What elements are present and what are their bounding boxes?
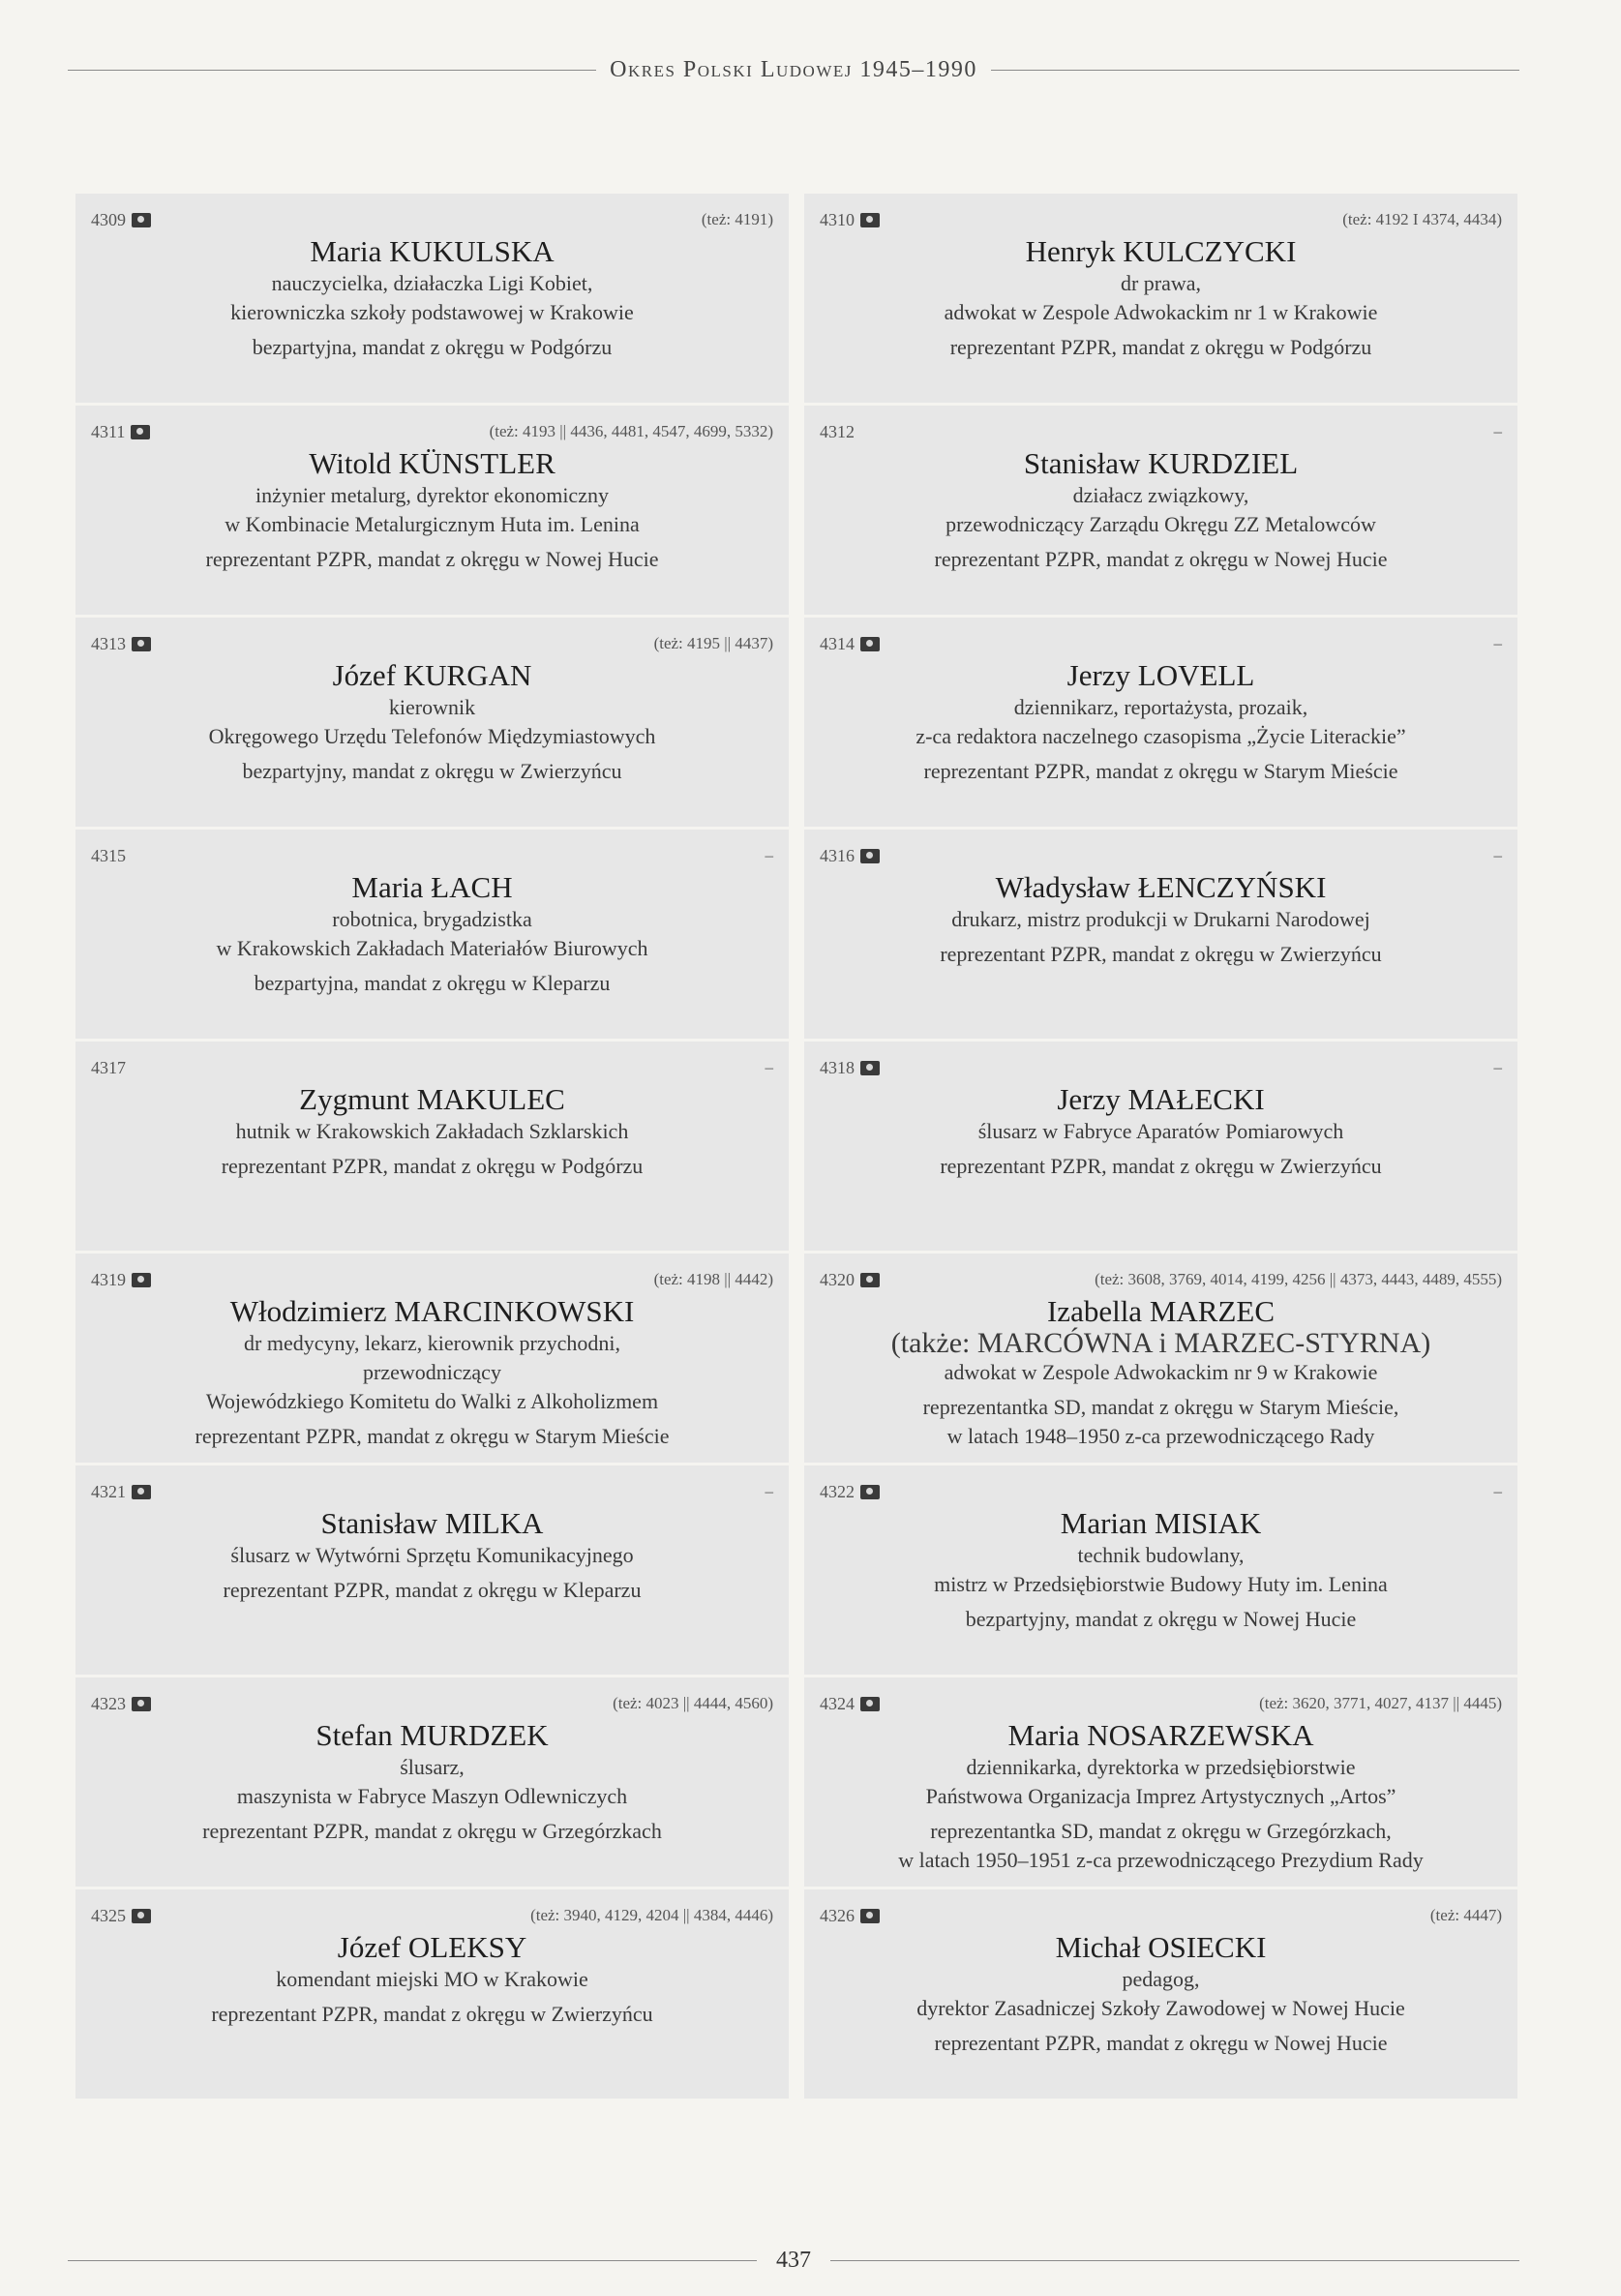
entry-crossref: (też: 4198 || 4442) bbox=[653, 1270, 773, 1288]
entry-crossref: – bbox=[1493, 846, 1502, 864]
photo-icon bbox=[860, 213, 880, 227]
entry-description-line: hutnik w Krakowskich Zakładach Szklarskich bbox=[235, 1119, 629, 1143]
entry-card bbox=[804, 1889, 1517, 2101]
entry-header bbox=[820, 419, 1502, 444]
entry-card bbox=[804, 1465, 1517, 1677]
entry-header bbox=[91, 1691, 773, 1716]
entry-crossref: – bbox=[1493, 634, 1502, 652]
entry-number-group bbox=[91, 1694, 151, 1714]
entry-number: 4315 bbox=[91, 845, 126, 865]
entry-description-line: dziennikarz, reportażysta, prozaik, bbox=[1013, 695, 1308, 719]
entry-name: Zygmunt MAKULEC bbox=[299, 1082, 565, 1116]
entry-card bbox=[75, 406, 789, 618]
photo-icon bbox=[132, 1485, 151, 1499]
entry-body bbox=[85, 870, 779, 998]
entry-name: Henryk KULCZYCKI bbox=[1025, 234, 1297, 268]
entry-mandate: reprezentant PZPR, mandat z okręgu w Starym Mieście bbox=[195, 1424, 670, 1448]
entry-body bbox=[814, 658, 1508, 786]
entry-header bbox=[91, 1055, 773, 1080]
entry-header bbox=[91, 1479, 773, 1504]
header-rule-right bbox=[991, 70, 1519, 71]
entry-description-line: mistrz w Przedsiębiorstwie Budowy Huty im. Lenina bbox=[934, 1572, 1388, 1596]
entry-number: 4320 bbox=[820, 1269, 855, 1289]
entry-description-line: robotnica, brygadzistka bbox=[332, 907, 532, 931]
entry-description-line: inżynier metalurg, dyrektor ekonomiczny bbox=[255, 483, 609, 507]
photo-icon bbox=[860, 1697, 880, 1711]
entry-card bbox=[804, 1254, 1517, 1465]
entry-body bbox=[85, 1082, 779, 1181]
entry-card bbox=[804, 830, 1517, 1042]
entry-description-line: Okręgowego Urzędu Telefonów Międzymiastowych bbox=[208, 724, 656, 748]
entry-description-line: kierownik bbox=[388, 695, 476, 719]
entry-header bbox=[820, 843, 1502, 868]
entry-description-line: przewodniczący Zarządu Okręgu ZZ Metalowców bbox=[946, 512, 1376, 536]
entry-body bbox=[814, 1930, 1508, 2058]
entry-description-line: ślusarz, bbox=[400, 1755, 465, 1779]
entry-mandate: bezpartyjna, mandat z okręgu w Podgórzu bbox=[252, 335, 613, 359]
entry-header bbox=[91, 843, 773, 868]
entry-number-group bbox=[820, 1058, 880, 1078]
entry-name: Maria NOSARZEWSKA bbox=[1007, 1718, 1314, 1752]
photo-icon bbox=[132, 1273, 151, 1287]
photo-icon bbox=[860, 1485, 880, 1499]
entry-name: Witold KÜNSTLER bbox=[309, 446, 555, 480]
entry-number: 4318 bbox=[820, 1057, 855, 1077]
entry-number-group bbox=[820, 634, 880, 654]
entry-card bbox=[75, 1677, 789, 1889]
entry-mandate: reprezentant PZPR, mandat z okręgu w Zwierzyńcu bbox=[940, 942, 1382, 966]
photo-icon bbox=[132, 213, 151, 227]
entry-description-line: dr prawa, bbox=[1120, 271, 1202, 295]
running-header bbox=[68, 50, 1519, 89]
header-rule-left bbox=[68, 70, 596, 71]
entry-header bbox=[820, 631, 1502, 656]
entry-description-line: dr medycyny, lekarz, kierownik przychodni, bbox=[244, 1331, 620, 1355]
running-header-title: Okres Polski Ludowej 1945–1990 bbox=[610, 56, 977, 82]
entry-number-group bbox=[91, 1270, 151, 1290]
entries-grid bbox=[75, 194, 1517, 2101]
entry-header bbox=[820, 207, 1502, 232]
entry-description-line: ślusarz w Fabryce Aparatów Pomiarowych bbox=[977, 1119, 1344, 1143]
entry-crossref: (też: 3608, 3769, 4014, 4199, 4256 || 4373, 4443, 4489, 4555) bbox=[1095, 1270, 1502, 1288]
entry-card bbox=[75, 618, 789, 830]
entry-mandate: reprezentant PZPR, mandat z okręgu w Podgórzu bbox=[949, 335, 1372, 359]
entry-description-line: maszynista w Fabryce Maszyn Odlewniczych bbox=[236, 1784, 628, 1808]
entry-body bbox=[85, 1930, 779, 2029]
entry-body bbox=[814, 1294, 1508, 1451]
photo-icon bbox=[132, 1697, 151, 1711]
entry-number: 4326 bbox=[820, 1905, 855, 1925]
photo-icon bbox=[132, 1909, 151, 1923]
entry-mandate: reprezentant PZPR, mandat z okręgu w Zwierzyńcu bbox=[940, 1154, 1382, 1178]
entry-crossref: (też: 3940, 4129, 4204 || 4384, 4446) bbox=[530, 1906, 773, 1924]
entry-number: 4316 bbox=[820, 845, 855, 865]
photo-icon bbox=[860, 1909, 880, 1923]
entry-description-line: Wojewódzkiego Komitetu do Walki z Alkoholizmem bbox=[205, 1389, 659, 1413]
entry-description-line: kierowniczka szkoły podstawowej w Krakowie bbox=[230, 300, 634, 324]
photo-icon bbox=[860, 637, 880, 651]
entry-body bbox=[814, 446, 1508, 574]
entry-body bbox=[85, 1506, 779, 1605]
entry-crossref: – bbox=[765, 1058, 773, 1076]
entry-description-line: technik budowlany, bbox=[1077, 1543, 1245, 1567]
entry-number-group bbox=[820, 422, 855, 442]
page-footer bbox=[68, 2246, 1519, 2275]
entry-crossref: (też: 4447) bbox=[1429, 1906, 1502, 1924]
entry-name: Władysław ŁENCZYŃSKI bbox=[995, 870, 1327, 904]
entry-number: 4322 bbox=[820, 1481, 855, 1501]
entry-number-group bbox=[91, 1058, 126, 1078]
entry-mandate-extra: w latach 1948–1950 z-ca przewodniczącego Rady bbox=[946, 1424, 1375, 1448]
entry-number: 4317 bbox=[91, 1057, 126, 1077]
entry-number: 4309 bbox=[91, 209, 126, 229]
entry-crossref: (też: 4191) bbox=[701, 210, 773, 228]
entry-mandate: bezpartyjna, mandat z okręgu w Kleparzu bbox=[254, 971, 611, 995]
entry-card bbox=[804, 194, 1517, 406]
entry-name: Stanisław KURDZIEL bbox=[1023, 446, 1299, 480]
entry-crossref: (też: 4195 || 4437) bbox=[653, 634, 773, 652]
entry-body bbox=[85, 234, 779, 362]
entry-mandate: reprezentant PZPR, mandat z okręgu w Starym Mieście bbox=[923, 759, 1398, 783]
entry-number-group bbox=[820, 1270, 880, 1290]
entry-number: 4323 bbox=[91, 1693, 126, 1713]
entry-card bbox=[804, 618, 1517, 830]
entry-body bbox=[85, 446, 779, 574]
entry-description-line: adwokat w Zespole Adwokackim nr 9 w Krakowie bbox=[944, 1360, 1378, 1384]
entry-number-group bbox=[820, 846, 880, 866]
entry-crossref: – bbox=[1493, 422, 1502, 440]
entry-description-line: z-ca redaktora naczelnego czasopisma „Życie Literackie” bbox=[916, 724, 1406, 748]
entry-number: 4319 bbox=[91, 1269, 126, 1289]
entry-mandate: bezpartyjny, mandat z okręgu w Zwierzyńcu bbox=[242, 759, 622, 783]
entry-number-group bbox=[91, 210, 151, 230]
entry-mandate-extra: w latach 1950–1951 z-ca przewodniczącego Prezydium Rady bbox=[898, 1848, 1424, 1872]
entry-number-group bbox=[91, 846, 126, 866]
entry-card bbox=[75, 1889, 789, 2101]
entry-description-line: (także: MARCÓWNA i MARZEC-STYRNA) bbox=[890, 1327, 1431, 1359]
entry-crossref: – bbox=[765, 1482, 773, 1500]
entry-description-line: w Krakowskich Zakładach Materiałów Biurowych bbox=[216, 936, 648, 960]
photo-icon bbox=[860, 1273, 880, 1287]
entry-name: Marian MISIAK bbox=[1060, 1506, 1262, 1540]
entry-crossref: – bbox=[1493, 1482, 1502, 1500]
entry-body bbox=[85, 658, 779, 786]
entry-name: Stanisław MILKA bbox=[320, 1506, 544, 1540]
entry-number: 4314 bbox=[820, 633, 855, 653]
entry-description-line: dziennikarka, dyrektorka w przedsiębiorstwie bbox=[966, 1755, 1356, 1779]
entry-description-line: działacz związkowy, bbox=[1072, 483, 1249, 507]
entry-header bbox=[820, 1055, 1502, 1080]
footer-rule-right bbox=[830, 2260, 1519, 2261]
entry-name: Włodzimierz MARCINKOWSKI bbox=[229, 1294, 635, 1328]
entry-description-line: pedagog, bbox=[1122, 1967, 1200, 1991]
entry-mandate: reprezentant PZPR, mandat z okręgu w Nowej Hucie bbox=[934, 2031, 1388, 2055]
entry-description-line: przewodniczący bbox=[363, 1360, 501, 1384]
entry-card bbox=[804, 1042, 1517, 1254]
entry-number: 4312 bbox=[820, 421, 855, 441]
entry-number-group bbox=[820, 1906, 880, 1926]
entry-header bbox=[91, 631, 773, 656]
entry-card bbox=[804, 1677, 1517, 1889]
entry-number: 4310 bbox=[820, 209, 855, 229]
entry-mandate: bezpartyjny, mandat z okręgu w Nowej Hucie bbox=[965, 1607, 1357, 1631]
entry-mandate: reprezentant PZPR, mandat z okręgu w Nowej Hucie bbox=[205, 547, 659, 571]
photo-icon bbox=[860, 1061, 880, 1075]
entry-number-group bbox=[91, 634, 151, 654]
entry-description-line: nauczycielka, działaczka Ligi Kobiet, bbox=[271, 271, 593, 295]
entry-crossref: (też: 4192 I 4374, 4434) bbox=[1342, 210, 1502, 228]
entry-mandate: reprezentant PZPR, mandat z okręgu w Zwierzyńcu bbox=[211, 2002, 653, 2026]
entry-card bbox=[75, 194, 789, 406]
entry-header bbox=[91, 1267, 773, 1292]
entry-number-group bbox=[91, 422, 150, 442]
page-number: 437 bbox=[776, 2247, 811, 2273]
entry-name: Maria ŁACH bbox=[351, 870, 513, 904]
entry-description-line: ślusarz w Wytwórni Sprzętu Komunikacyjnego bbox=[230, 1543, 634, 1567]
entry-mandate: reprezentantka SD, mandat z okręgu w Grzegórzkach, bbox=[930, 1819, 1392, 1843]
entry-description-line: dyrektor Zasadniczej Szkoły Zawodowej w Nowej Hucie bbox=[916, 1996, 1405, 2020]
entry-header bbox=[91, 1903, 773, 1928]
entry-name: Jerzy LOVELL bbox=[1066, 658, 1255, 692]
entry-description-line: drukarz, mistrz produkcji w Drukarni Narodowej bbox=[951, 907, 1370, 931]
entry-header bbox=[91, 419, 773, 444]
entry-header bbox=[91, 207, 773, 232]
entry-number-group bbox=[91, 1906, 151, 1926]
entry-description-line: Państwowa Organizacja Imprez Artystycznych „Artos” bbox=[925, 1784, 1396, 1808]
entry-mandate: reprezentant PZPR, mandat z okręgu w Grzegórzkach bbox=[202, 1819, 662, 1843]
entry-crossref: (też: 4193 || 4436, 4481, 4547, 4699, 5332) bbox=[489, 422, 773, 440]
entry-card bbox=[75, 830, 789, 1042]
entry-name: Maria KUKULSKA bbox=[310, 234, 555, 268]
entry-card bbox=[75, 1254, 789, 1465]
entry-description-line: w Kombinacie Metalurgicznym Huta im. Lenina bbox=[225, 512, 640, 536]
entry-number: 4321 bbox=[91, 1481, 126, 1501]
entry-card bbox=[75, 1042, 789, 1254]
entry-card bbox=[804, 406, 1517, 618]
photo-icon bbox=[132, 637, 151, 651]
entry-body bbox=[814, 1082, 1508, 1181]
entry-mandate: reprezentant PZPR, mandat z okręgu w Nowej Hucie bbox=[934, 547, 1388, 571]
entry-number: 4325 bbox=[91, 1905, 126, 1925]
entry-body bbox=[85, 1294, 779, 1451]
entry-name: Józef OLEKSY bbox=[337, 1930, 527, 1964]
entry-number: 4324 bbox=[820, 1693, 855, 1713]
entry-number: 4313 bbox=[91, 633, 126, 653]
entry-crossref: (też: 4023 || 4444, 4560) bbox=[613, 1694, 773, 1712]
entry-number-group bbox=[820, 1482, 880, 1502]
entry-number-group bbox=[820, 1694, 880, 1714]
entry-header bbox=[820, 1903, 1502, 1928]
photo-icon bbox=[860, 849, 880, 863]
entry-crossref: (też: 3620, 3771, 4027, 4137 || 4445) bbox=[1259, 1694, 1502, 1712]
entry-name: Jerzy MAŁECKI bbox=[1057, 1082, 1265, 1116]
entry-header bbox=[820, 1267, 1502, 1292]
entry-name: Józef KURGAN bbox=[332, 658, 532, 692]
entry-body bbox=[814, 234, 1508, 362]
entry-number: 4311 bbox=[91, 421, 126, 441]
entry-name: Stefan MURDZEK bbox=[315, 1718, 549, 1752]
entry-number-group bbox=[820, 210, 880, 230]
entry-body bbox=[814, 1718, 1508, 1875]
entry-header bbox=[820, 1479, 1502, 1504]
entry-body bbox=[814, 1506, 1508, 1634]
entry-mandate: reprezentantka SD, mandat z okręgu w Starym Mieście, bbox=[922, 1395, 1399, 1419]
entry-crossref: – bbox=[765, 846, 773, 864]
entry-body bbox=[85, 1718, 779, 1846]
entry-mandate: reprezentant PZPR, mandat z okręgu w Podgórzu bbox=[221, 1154, 644, 1178]
entry-description-line: komendant miejski MO w Krakowie bbox=[276, 1967, 588, 1991]
footer-rule-left bbox=[68, 2260, 757, 2261]
photo-icon bbox=[131, 425, 150, 439]
entry-description-line: adwokat w Zespole Adwokackim nr 1 w Krakowie bbox=[944, 300, 1378, 324]
entry-card bbox=[75, 1465, 789, 1677]
entry-number-group bbox=[91, 1482, 151, 1502]
entry-name: Michał OSIECKI bbox=[1055, 1930, 1267, 1964]
entry-mandate: reprezentant PZPR, mandat z okręgu w Kleparzu bbox=[223, 1578, 642, 1602]
entry-name: Izabella MARZEC bbox=[1046, 1294, 1275, 1328]
entry-body bbox=[814, 870, 1508, 969]
entry-header bbox=[820, 1691, 1502, 1716]
entry-crossref: – bbox=[1493, 1058, 1502, 1076]
